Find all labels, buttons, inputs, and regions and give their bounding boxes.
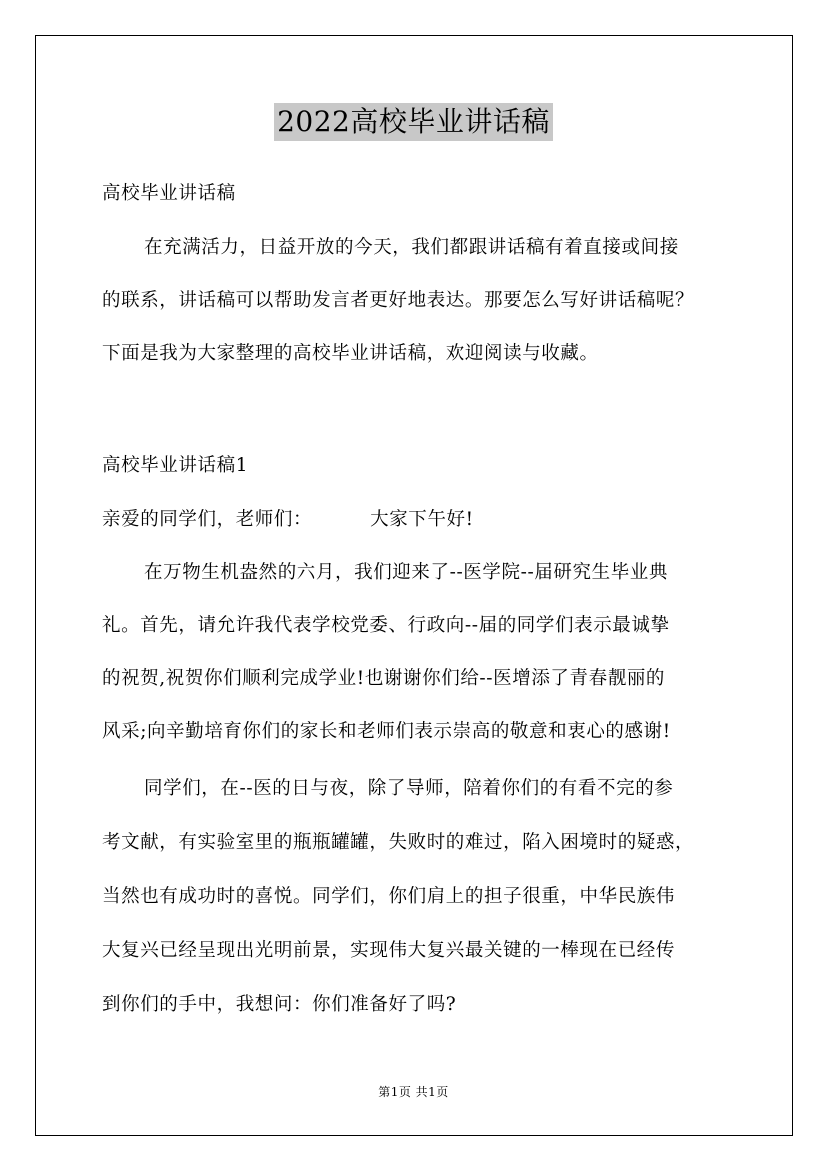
paragraph-line: 在万物生机盎然的六月，我们迎来了--医学院--届研究生毕业典 (144, 562, 669, 583)
paragraph-line: 下面是我为大家整理的高校毕业讲话稿，欢迎阅读与收藏。 (102, 343, 599, 364)
section-heading: 高校毕业讲话稿 (102, 183, 236, 204)
paragraph-line: 当然也有成功时的喜悦。同学们，你们肩上的担子很重，中华民族伟 (102, 886, 676, 907)
paragraph-line: 到你们的手中，我想问：你们准备好了吗? (102, 994, 457, 1015)
greeting-hello: 大家下午好! (370, 509, 474, 530)
paragraph-line: 考文献，有实验室里的瓶瓶罐罐，失败时的难过，陷入困境时的疑惑， (102, 832, 695, 853)
paragraph-line: 风采;向辛勤培育你们的家长和老师们表示崇高的敬意和衷心的感谢! (102, 721, 671, 742)
speech-heading: 高校毕业讲话稿1 (102, 455, 249, 476)
paragraph-line: 的祝贺,祝贺你们顺利完成学业!也谢谢你们给--医增添了青春靓丽的 (102, 668, 666, 689)
paragraph-line: 同学们，在--医的日与夜，除了导师，陪着你们的有看不完的参 (144, 778, 674, 799)
greeting-salutation: 亲爱的同学们，老师们： (102, 509, 313, 530)
page-number: 第1页 共1页 (378, 1085, 449, 1099)
paragraph-line: 礼。首先，请允许我代表学校党委、行政向--届的同学们表示最诚挚 (102, 615, 670, 636)
paragraph-line: 大复兴已经呈现出光明前景，实现伟大复兴最关键的一棒现在已经传 (102, 940, 676, 961)
document-title: 2022高校毕业讲话稿 (274, 103, 553, 141)
paragraph-line: 的联系，讲话稿可以帮助发言者更好地表达。那要怎么写好讲话稿呢？ (102, 290, 695, 311)
title-container (0, 103, 827, 141)
paragraph-line: 在充满活力，日益开放的今天，我们都跟讲话稿有着直接或间接 (144, 237, 679, 258)
greeting-line (102, 508, 474, 532)
